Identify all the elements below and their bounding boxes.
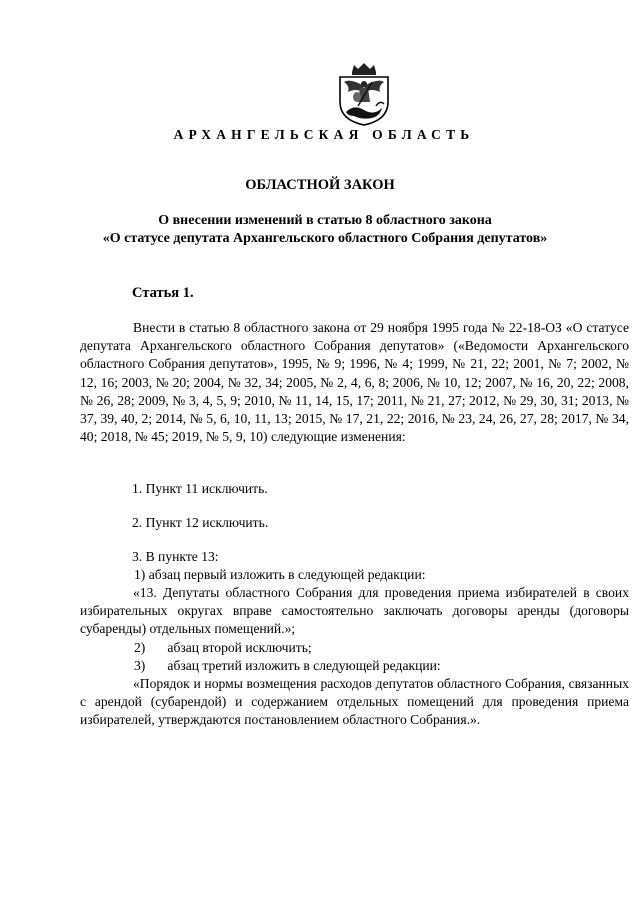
sub-item-number: 3) [134,658,146,673]
list-item: 1. Пункт 11 исключить. [132,481,268,496]
list-item: 3. В пункте 13: [132,549,219,564]
sub-item-text: абзац второй исключить; [167,640,312,655]
law-title-line: «О статусе депутата Архангельского областного Собрания депутатов» [102,231,548,246]
law-title [80,212,570,248]
sub-item-number: 2) [134,640,146,655]
sub-item [134,657,634,675]
article-heading: Статья 1. [132,285,194,301]
arkhangelsk-coat-of-arms-icon [336,62,392,126]
region-name: АРХАНГЕЛЬСКАЯ ОБЛАСТЬ [173,127,475,142]
sub-item-text: абзац третий изложить в следующей редакции: [167,658,441,673]
law-type-heading: ОБЛАСТНОЙ ЗАКОН [245,177,395,193]
sub-item [134,639,634,657]
sub-item: 1) абзац первый изложить в следующей редакции: [134,567,426,582]
article-intro-paragraph: Внести в статью 8 областного закона от 29 ноября 1995 года № 22-18-ОЗ «О статусе депутата Архангельского областного Собрания депутатов» («Ведомости Архангельского областного Собрания депутатов», 1995, № 9; 1996, № 4; 1999, № 21, 22; 2001, № 7; 2002, № 12, 16; 2003, № 20; 2004, № 32, 34; 2005, № 2, 4, 6, 8; 2006, № 10, 12; 2007, № 16, 20, 22; 2008, № 26, 28; 2009, № 3, 4, 5, 9; 2010, № 11, 14, 15, 17; 2011, № 21, 27; 2012, № 29, 30, 31; 2013, № 37, 39, 40, 2; 2014, № 5, 6, 10, 11, 13; 2015, № 17, 21, 22; 2016, № 23, 24, 26, 27, 28; 2017, № 34, 40; 2018, № 45; 2019, № 5, 9, 10) следующие изменения: [80,320,629,445]
list-item: 2. Пункт 12 исключить. [132,515,269,530]
quoted-text: «13. Депутаты областного Собрания для проведения приема избирателей в своих избирательных округах вправе самостоятельно заключать договоры аренды (договоры субаренды) отдельных помещений.»; [80,585,629,637]
law-title-line: О внесении изменений в статью 8 областного закона [158,213,492,228]
quoted-text: «Порядок и нормы возмещения расходов депутатов областного Собрания, связанных с арендой (субарендой) и содержанием отдельных помещений для проведения приема избирателей, утверждаются постановлением областного Собрания.». [80,676,629,728]
